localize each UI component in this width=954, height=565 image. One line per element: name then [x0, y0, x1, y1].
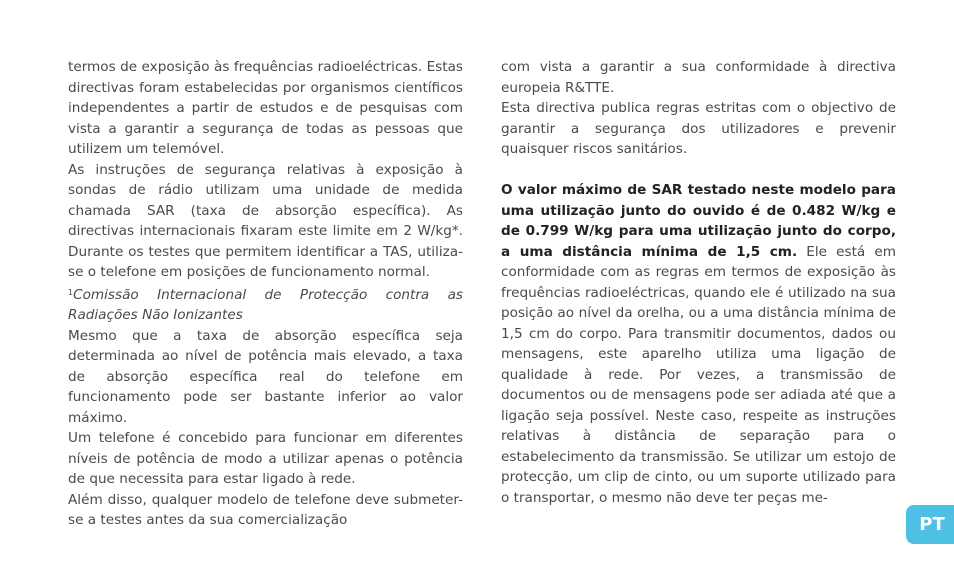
left-column: [68, 57, 463, 531]
paragraph: termos de exposição às frequências radioeléctricas. Estas directivas foram estabelecidas por organismos científicos independentes a partir de estudos e de pesquisas com vista a garantir a segurança de todas as pessoas que utilizem um telemóvel.: [68, 59, 463, 157]
paragraph: Mesmo que a taxa de absorção específica seja determinada ao nível de potência mais elevado, a taxa de absorção específica real do telefone em funcionamento pode ser bastante inferior ao valor máximo.: [68, 327, 463, 426]
right-column: [501, 57, 896, 508]
paragraph: com vista a garantir a sua conformidade à directiva europeia R&TTE.: [501, 59, 896, 96]
footnote: [68, 283, 463, 326]
sar-paragraph: [501, 180, 896, 508]
paragraph: Além disso, qualquer modelo de telefone deve submeter-se a testes antes da sua comercialização: [68, 491, 463, 528]
sar-values-text: O valor máximo de SAR testado neste modelo para uma utilização junto do ouvido é de 0.482 W/kg e de 0.799 W/kg para uma utilização junto do corpo, a uma distância mínima de 1,5 cm.: [501, 182, 896, 260]
footnote-marker: 1: [68, 287, 74, 297]
footnote-text: Comissão Internacional de Protecção contra as Radiações Não Ionizantes: [68, 286, 463, 323]
paragraph: Um telefone é concebido para funcionar em diferentes níveis de potência de modo a utilizar apenas o potência de que necessita para estar ligado à rede.: [68, 430, 463, 487]
paragraph: Esta directiva publica regras estritas com o objectivo de garantir a segurança dos utilizadores e prevenir quaisquer riscos sanitários.: [501, 100, 896, 157]
paragraph: As instruções de segurança relativas à exposição à sondas de rádio utilizam uma unidade de medida chamada SAR (taxa de absorção específica). As directivas internacionais fixaram este limite em 2 W/kg*. Durante os testes que permitem identificar a TAS, utiliza-se o telefone em posições de funcionamento normal.: [68, 161, 463, 280]
sar-paragraph-text: Ele está em conformidade com as regras em termos de exposição às frequências radioeléctricas, quando ele é utilizado na sua posição ao nível da orelha, ou a uma distância mínima de 1,5 cm do corpo. Para transmitir documentos, dados ou mensagens, este aparelho utiliza uma ligação de qualidade à rede. Por vezes, a transmissão de documentos ou de mensagens pode ser adiada até que a ligação seja possível. Neste caso, respeite as instruções relativas à distância de separação para o estabelecimento da transmissão. Se utilizar um estojo de protecção, um clip de cinto, ou um suporte utilizado para o transportar, o mesmo não deve ter peças me-: [501, 243, 896, 506]
paragraph-gap: [501, 160, 896, 181]
language-tab: PT: [906, 505, 954, 544]
